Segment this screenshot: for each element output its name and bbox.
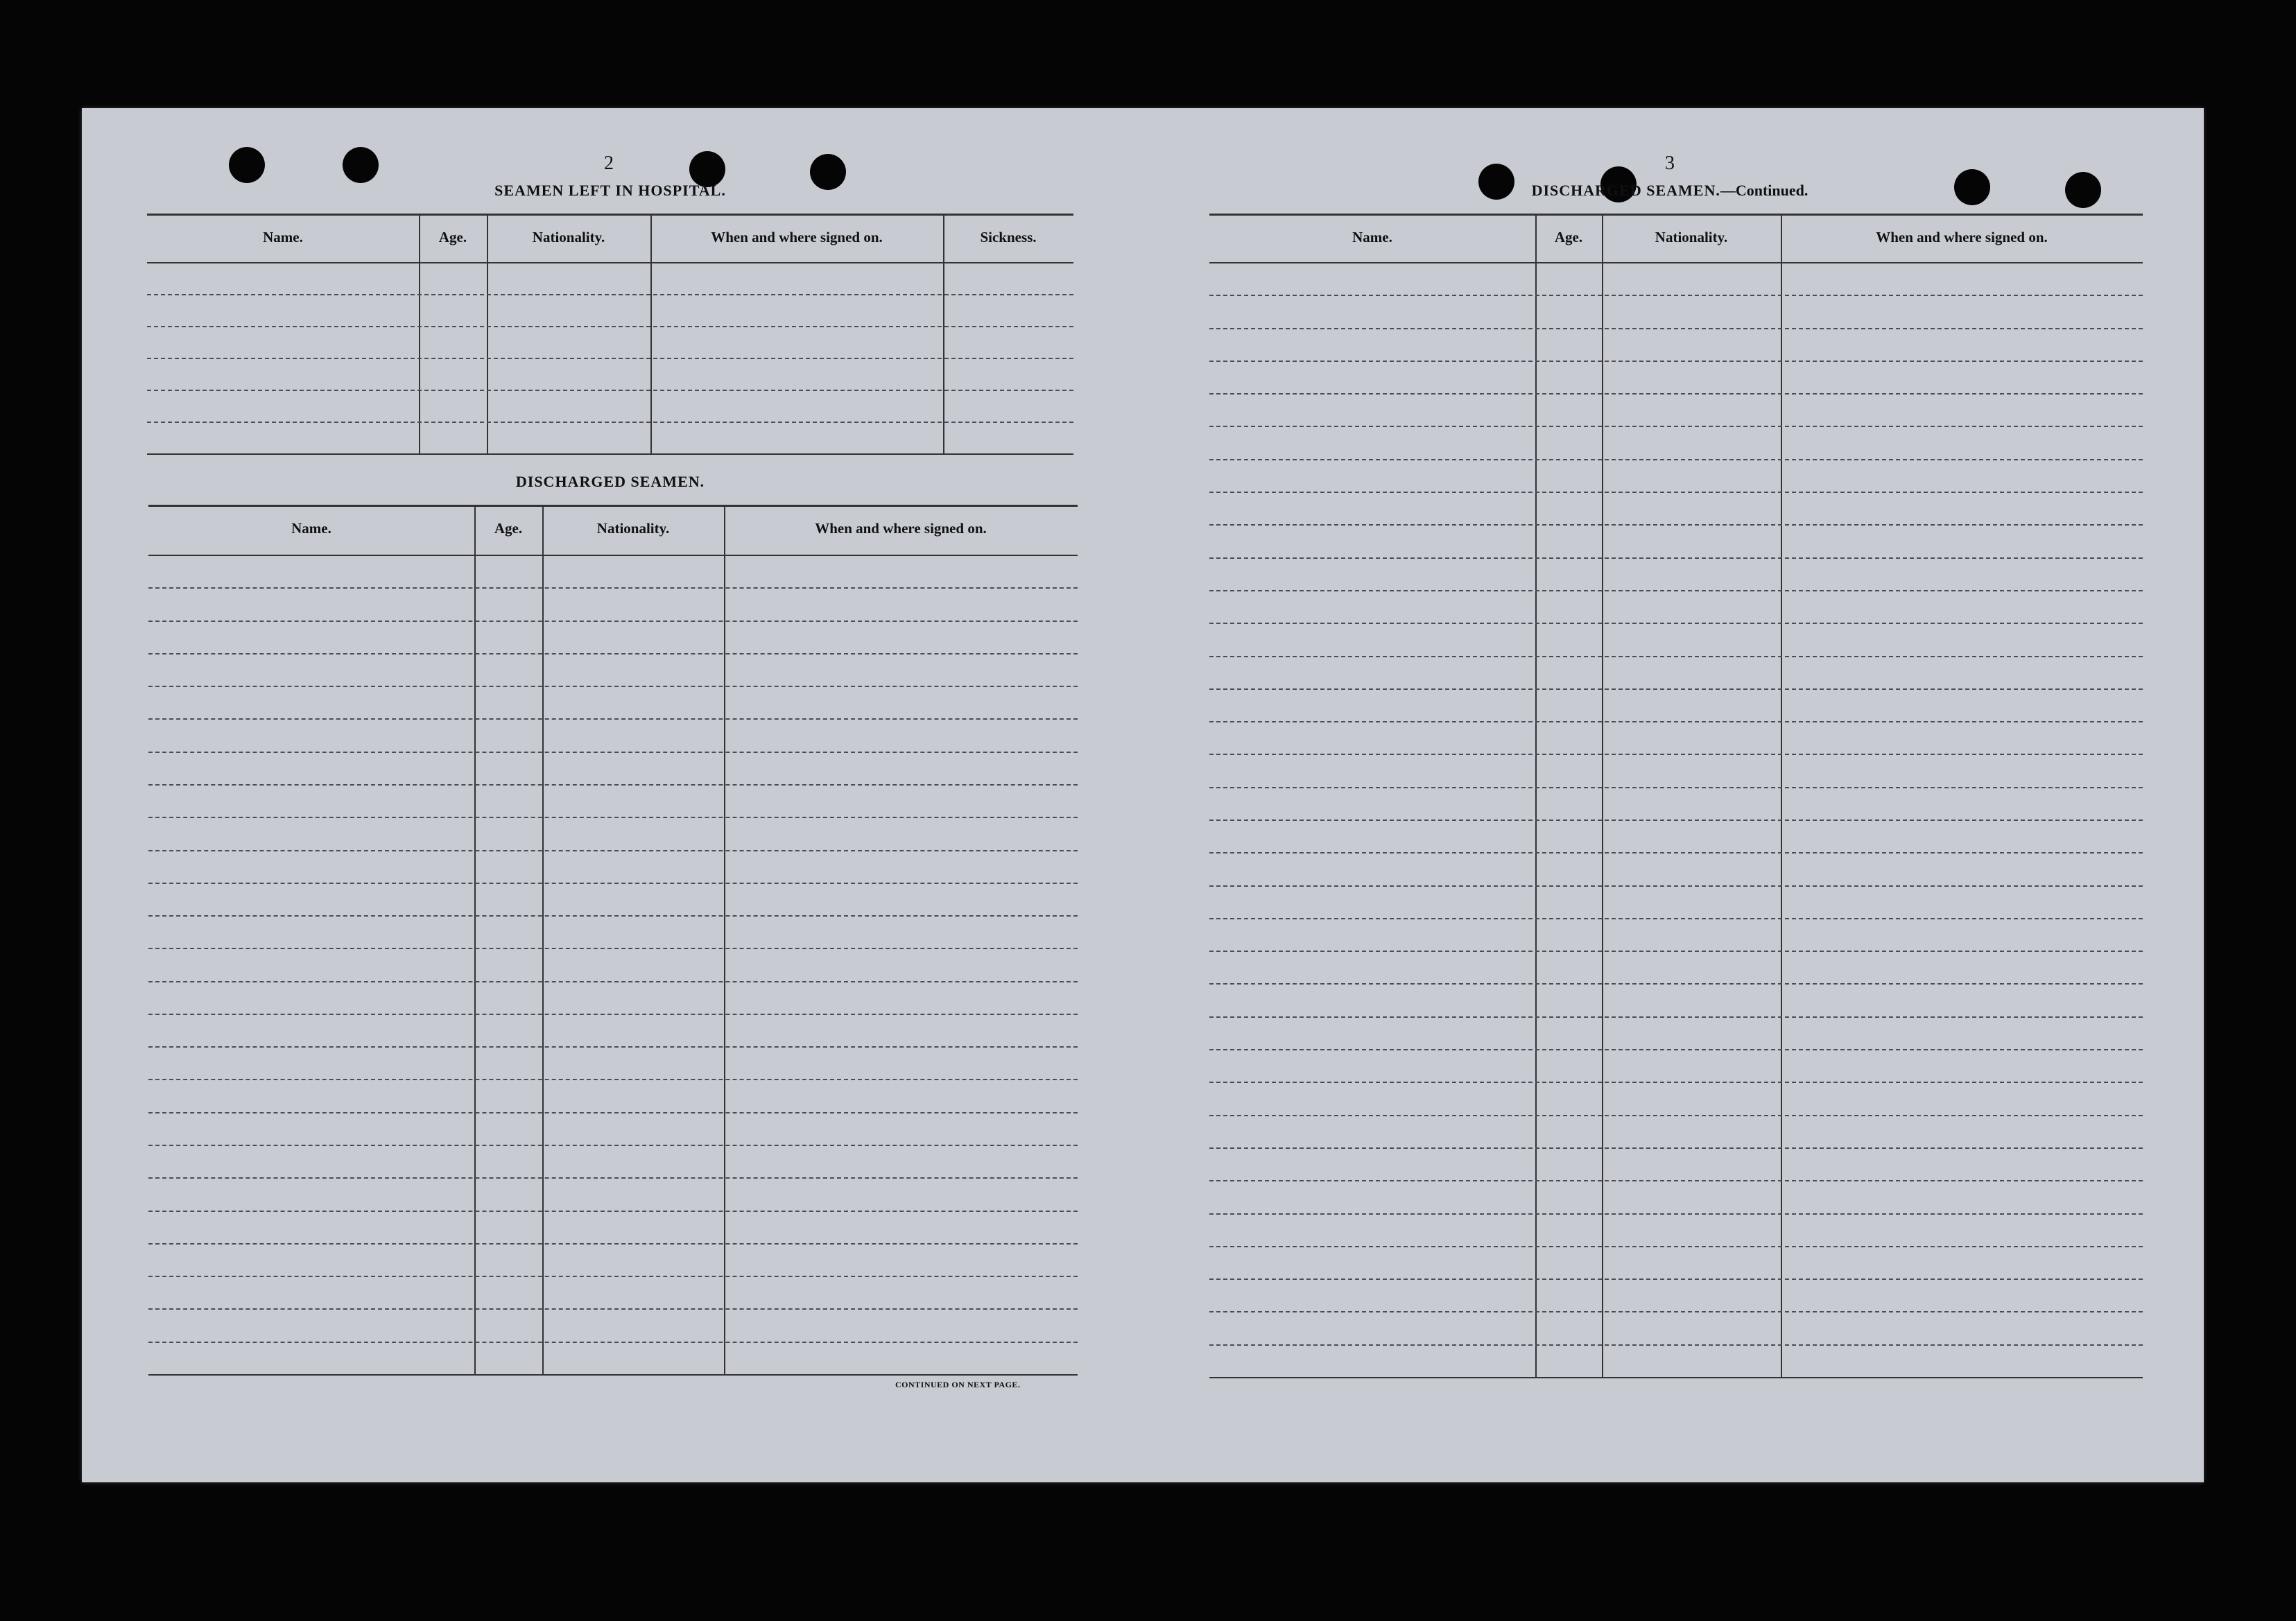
table-row-rule xyxy=(147,294,1073,295)
left-page-number: 2 xyxy=(604,153,614,174)
table-row-rule xyxy=(148,915,1078,917)
punch-hole xyxy=(2065,172,2101,208)
punch-hole xyxy=(229,147,265,183)
table-row-rule xyxy=(148,686,1078,687)
table-row-rule xyxy=(148,1342,1078,1343)
table-row-rule xyxy=(147,390,1073,391)
table-top-rule xyxy=(147,214,1073,216)
table-row-rule xyxy=(1209,787,2143,788)
table-row-rule xyxy=(1209,1213,2143,1215)
table-row-rule xyxy=(147,358,1073,359)
header-rule xyxy=(147,262,1073,263)
punch-hole xyxy=(1954,169,1990,205)
table-row-rule xyxy=(1209,754,2143,755)
table-row-rule xyxy=(1209,656,2143,657)
column-header-signed-on: When and where signed on. xyxy=(815,520,987,537)
right-section-title-main: DISCHARGED SEAMEN. xyxy=(1531,182,1720,199)
table-row-rule xyxy=(1209,492,2143,493)
column-header-age: Age. xyxy=(494,520,523,537)
table-row-rule xyxy=(148,1046,1078,1048)
column-header-nationality: Nationality. xyxy=(1655,229,1728,245)
table-row-rule xyxy=(1209,688,2143,690)
table-top-rule xyxy=(1209,214,2143,216)
column-header-sickness: Sickness. xyxy=(980,229,1037,245)
table-row-rule xyxy=(1209,1115,2143,1116)
column-divider xyxy=(1602,214,1603,1377)
table-row-rule xyxy=(148,850,1078,851)
table-row-rule xyxy=(1209,1082,2143,1083)
table-row-rule xyxy=(147,326,1073,327)
column-divider xyxy=(419,214,420,453)
table-row-rule xyxy=(148,1243,1078,1245)
table-row-rule xyxy=(1209,1147,2143,1149)
table-row-rule xyxy=(148,1145,1078,1146)
table-row-rule xyxy=(1209,721,2143,722)
punch-hole xyxy=(343,147,379,183)
table-row-rule xyxy=(147,422,1073,423)
table-row-rule xyxy=(1209,623,2143,624)
table-row-rule xyxy=(1209,393,2143,395)
header-rule xyxy=(148,555,1078,556)
table-bottom-rule xyxy=(148,1374,1078,1376)
table-row-rule xyxy=(148,784,1078,786)
column-divider xyxy=(1535,214,1537,1377)
table-row-rule xyxy=(1209,459,2143,460)
table-row-rule xyxy=(148,1177,1078,1179)
table-row-rule xyxy=(1209,1344,2143,1346)
table-row-rule xyxy=(148,981,1078,982)
table-top-rule xyxy=(148,505,1078,507)
table-row-rule xyxy=(1209,328,2143,329)
table-row-rule xyxy=(148,653,1078,655)
column-header-signed-on: When and where signed on. xyxy=(1876,229,2048,245)
table-row-rule xyxy=(1209,1246,2143,1247)
table-bottom-rule xyxy=(147,453,1073,455)
table-row-rule xyxy=(148,1308,1078,1310)
table-row-rule xyxy=(148,1079,1078,1080)
table-row-rule xyxy=(148,718,1078,720)
table-row-rule xyxy=(148,621,1078,622)
table-row-rule xyxy=(148,1211,1078,1212)
table-row-rule xyxy=(148,1276,1078,1277)
hospital-table xyxy=(147,214,1073,463)
table-row-rule xyxy=(148,948,1078,949)
table-row-rule xyxy=(148,883,1078,884)
table-row-rule xyxy=(1209,1016,2143,1018)
table-row-rule xyxy=(1209,983,2143,985)
table-row-rule xyxy=(148,752,1078,753)
table-row-rule xyxy=(1209,590,2143,591)
column-header-nationality: Nationality. xyxy=(532,229,605,245)
continued-footnote: CONTINUED ON NEXT PAGE. xyxy=(895,1380,1021,1389)
table-row-rule xyxy=(148,1112,1078,1113)
discharged-section-title: DISCHARGED SEAMEN. xyxy=(515,473,705,490)
column-header-name: Name. xyxy=(1352,229,1392,245)
document-sheet xyxy=(82,108,2204,1482)
table-row-rule xyxy=(1209,820,2143,821)
column-header-name: Name. xyxy=(291,520,331,537)
table-row-rule xyxy=(1209,295,2143,296)
punch-hole xyxy=(810,154,846,190)
table-row-rule xyxy=(1209,1180,2143,1181)
column-divider xyxy=(487,214,488,453)
table-row-rule xyxy=(148,587,1078,589)
table-row-rule xyxy=(1209,885,2143,887)
table-row-rule xyxy=(1209,1049,2143,1050)
table-row-rule xyxy=(148,817,1078,818)
table-row-rule xyxy=(1209,951,2143,952)
hospital-section-title: SEAMEN LEFT IN HOSPITAL. xyxy=(494,182,726,199)
column-header-name: Name. xyxy=(263,229,303,245)
header-rule xyxy=(1209,262,2143,263)
column-header-nationality: Nationality. xyxy=(596,520,670,537)
column-header-signed-on: When and where signed on. xyxy=(711,229,883,245)
table-row-rule xyxy=(148,1014,1078,1015)
table-row-rule xyxy=(1209,557,2143,559)
discharged-continued-table xyxy=(1209,214,2143,1382)
table-bottom-rule xyxy=(1209,1377,2143,1378)
right-page-number: 3 xyxy=(1665,153,1675,174)
table-row-rule xyxy=(1209,852,2143,853)
table-row-rule xyxy=(1209,426,2143,427)
right-section-title xyxy=(1532,182,1809,200)
column-divider xyxy=(650,214,652,453)
column-divider xyxy=(1781,214,1782,1377)
discharged-table xyxy=(148,505,1078,1380)
table-row-rule xyxy=(1209,1311,2143,1312)
table-row-rule xyxy=(1209,1278,2143,1280)
table-row-rule xyxy=(1209,918,2143,919)
punch-hole xyxy=(1478,164,1514,200)
table-row-rule xyxy=(1209,361,2143,362)
column-header-age: Age. xyxy=(438,229,467,245)
column-header-age: Age. xyxy=(1554,229,1583,245)
right-section-title-suffix: —Continued. xyxy=(1720,182,1809,199)
table-row-rule xyxy=(1209,524,2143,526)
column-divider xyxy=(943,214,944,453)
